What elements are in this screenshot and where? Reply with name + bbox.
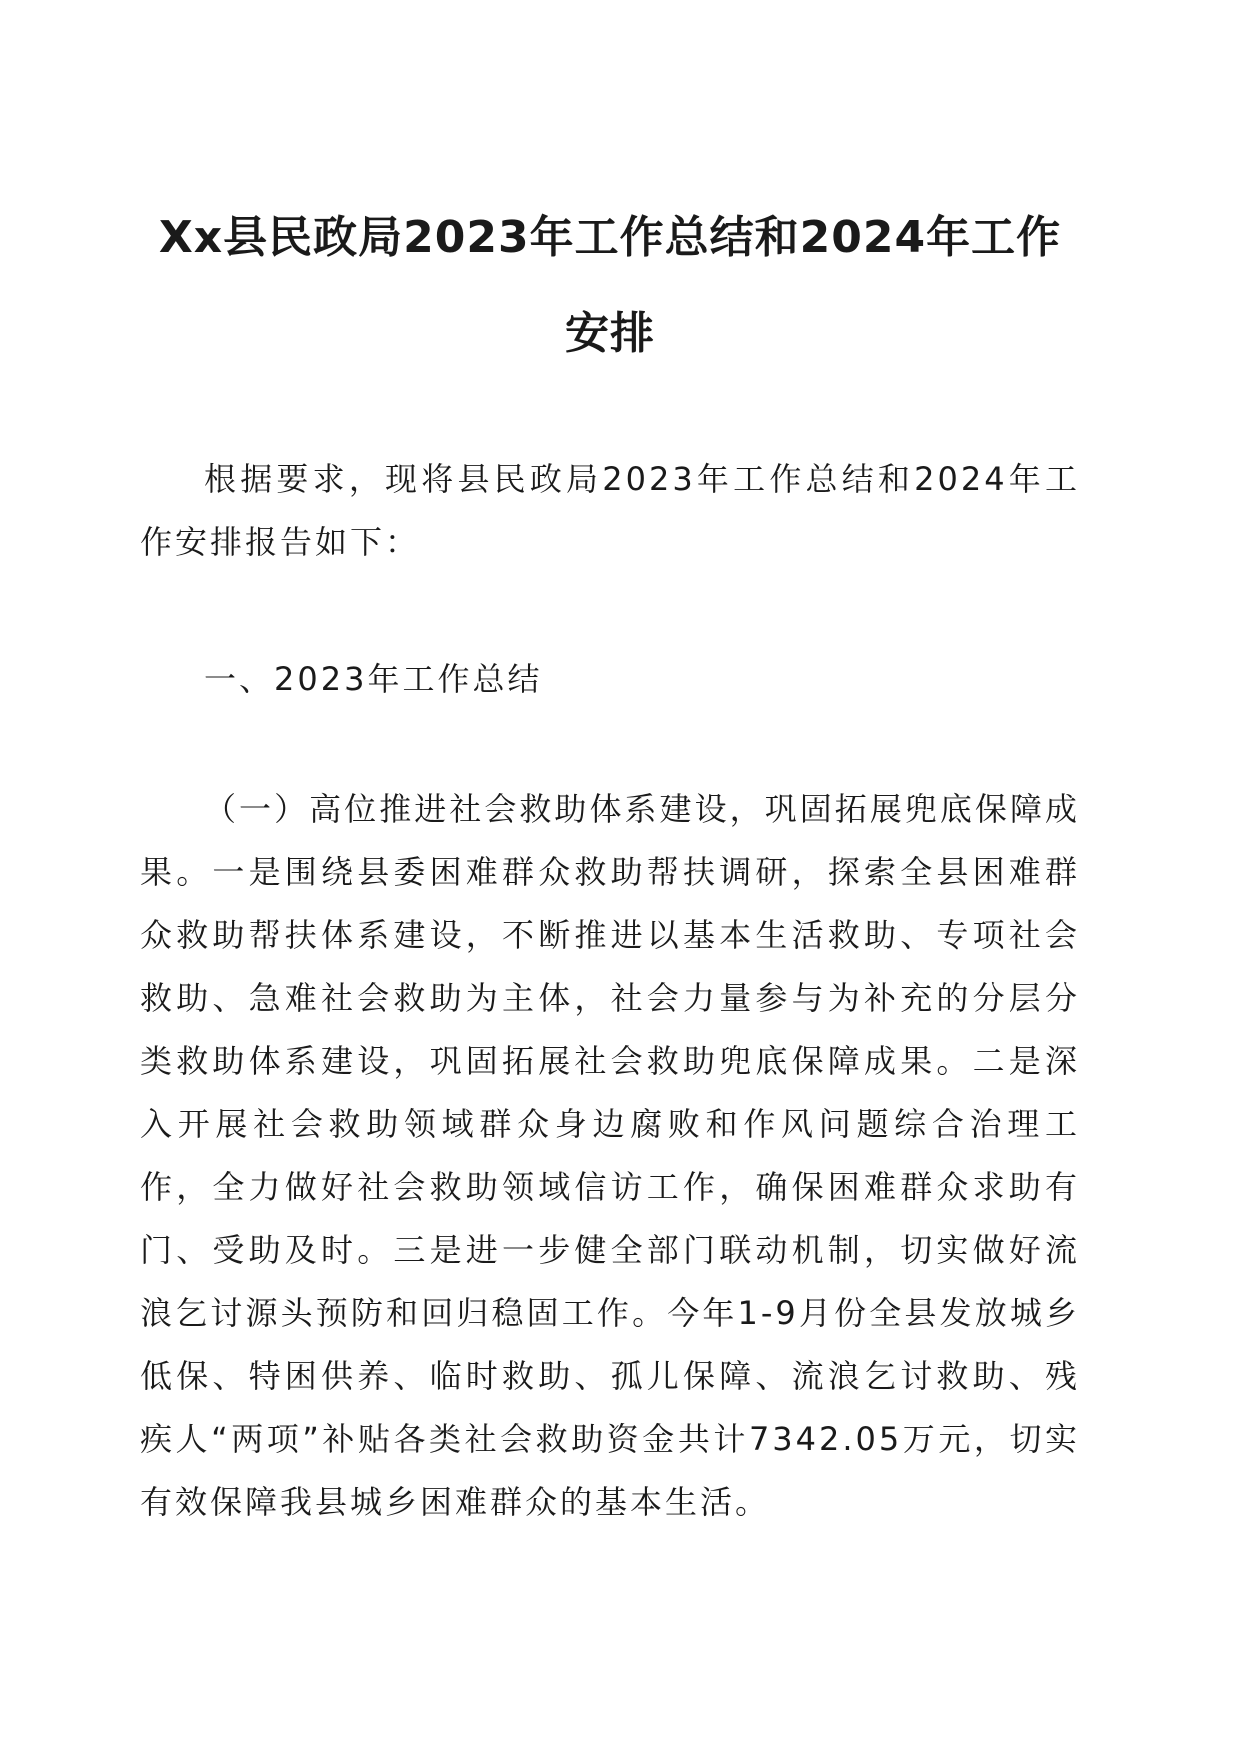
section-heading: 一、2023年工作总结 xyxy=(204,660,543,698)
document-title: Xx县民政局2023年工作总结和2024年工作安排 xyxy=(158,212,1062,359)
intro-paragraph: 根据要求，现将县民政局2023年工作总结和2024年工作安排报告如下： xyxy=(140,460,1080,561)
body-paragraph: （一）高位推进社会救助体系建设，巩固拓展兜底保障成果。一是围绕县委困难群众救助帮扶调研，探索全县困难群众救助帮扶体系建设，不断推进以基本生活救助、专项社会救助、急难社会救助为主体，社会力量参与为补充的分层分类救助体系建设，巩固拓展社会救助兜底保障成果。二是深入开展社会救助领域群众身边腐败和作风问题综合治理工作，全力做好社会救助领域信访工作，确保困难群众求助有门、受助及时。三是进一步健全部门联动机制，切实做好流浪乞讨源头预防和回归稳固工作。今年1-9月份全县发放城乡低保、特困供养、临时救助、孤儿保障、流浪乞讨救助、残疾人“两项”补贴各类社会救助资金共计7342.05万元，切实有效保障我县城乡困难群众的基本生活。 xyxy=(140,790,1080,1521)
